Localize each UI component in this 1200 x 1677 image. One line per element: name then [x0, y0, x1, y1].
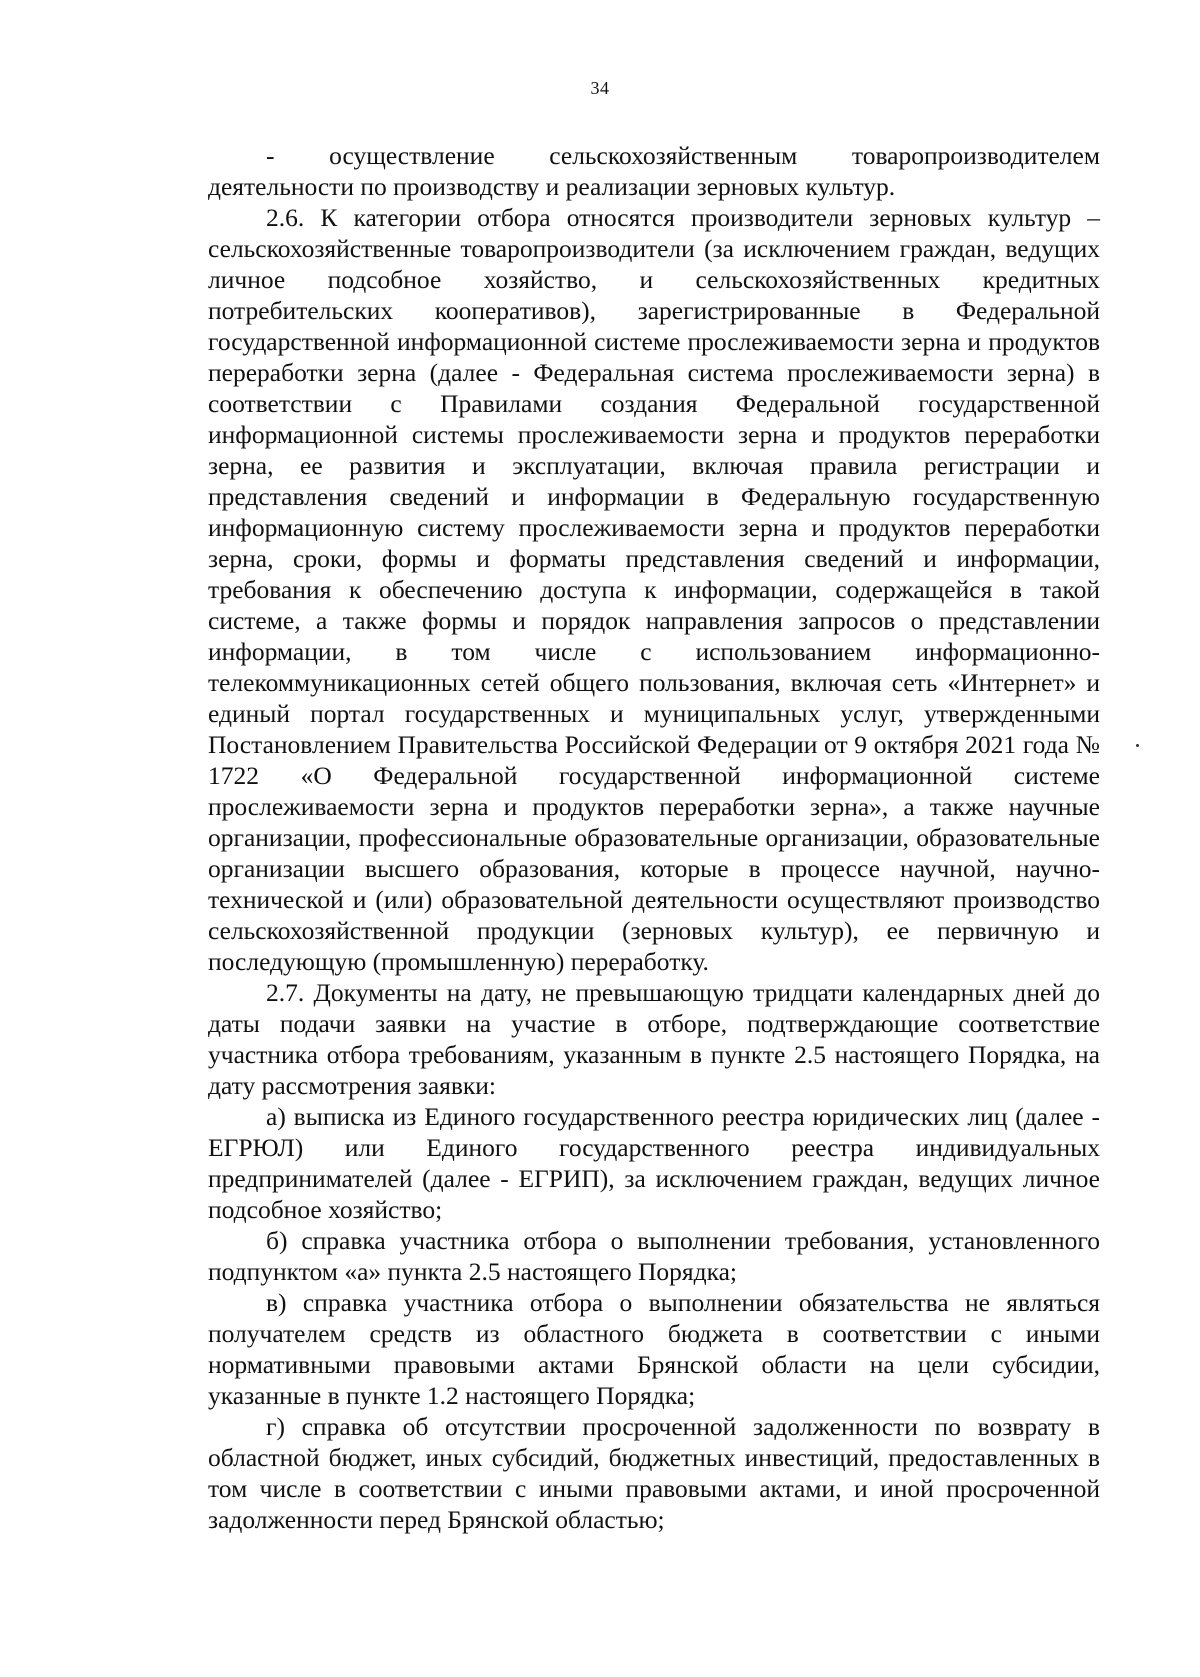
list-item-v: в) справка участника отбора о выполнении обязательства не являться получателем средств из областного бюджета в соответствии с иными нормативными правовыми актами Брянской области на цели субсидии, указанные в пункте 1.2 настоящего Порядка; — [208, 1288, 1100, 1410]
intro-first-line: - осуществление сельскохозяйственным товаропроизводителем — [266, 141, 1100, 170]
intro-rest: деятельности по производству и реализации зерновых культур. — [208, 172, 896, 201]
intro-paragraph — [208, 140, 1100, 202]
paragraph-2-7: 2.7. Документы на дату, не превышающую тридцати календарных дней до даты подачи заявки на участие в отборе, подтверждающие соответствие участника отбора требованиям, указанным в пункте 2.5 настоящего Порядка, на дату рассмотрения заявки: — [208, 978, 1100, 1100]
list-item-g: г) справка об отсутствии просроченной задолженности по возврату в областной бюджет, иных субсидий, бюджетных инвестиций, предоставленных в том числе в соответствии с иными правовыми актами, и иной просроченной задолженности перед Брянской областью; — [208, 1412, 1100, 1534]
scan-dot — [1136, 744, 1139, 747]
list-item-a: а) выписка из Единого государственного реестра юридических лиц (далее - ЕГРЮЛ) или Единого государственного реестра индивидуальных предпринимателей (далее - ЕГРИП), за исключением граждан, ведущих личное подсобное хозяйство; — [208, 1102, 1100, 1224]
list-item-b: б) справка участника отбора о выполнении требования, установленного подпунктом «а» пункта 2.5 настоящего Порядка; — [208, 1226, 1100, 1286]
paragraph-2-6: 2.6. К категории отбора относятся производители зерновых культур – сельскохозяйственные товаропроизводители (за исключением граждан, ведущих личное подсобное хозяйство, и сельскохозяйственных кредитных потребительских кооперативов), зарегистрированные в Федеральной государственной информационной системе прослеживаемости зерна и продуктов переработки зерна (далее - Федеральная система прослеживаемости зерна) в соответствии с Правилами создания Федеральной государственной информационной системы прослеживаемости зерна и продуктов переработки зерна, ее развития и эксплуатации, включая правила регистрации и представления сведений и информации в Федеральную государственную информационную систему прослеживаемости зерна и продуктов переработки зерна, сроки, формы и форматы представления сведений и информации, требования к обеспечению доступа к информации, содержащейся в такой системе, а также формы и порядок направления запросов о представлении информации, в том числе с использованием информационно-телекоммуникационных сетей общего пользования, включая сеть «Интернет» и единый портал государственных и муниципальных услуг, утвержденными Постановлением Правительства Российской Федерации от 9 октября 2021 года № 1722 «О Федеральной государственной информационной системе прослеживаемости зерна и продуктов переработки зерна», а также научные организации, профессиональные образовательные организации, образовательные организации высшего образования, которые в процессе научной, научно-технической и (или) образовательной деятельности осуществляют производство сельскохозяйственной продукции (зерновых культур), ее первичную и последующую (промышленную) переработку. — [208, 203, 1100, 976]
document-body — [208, 140, 1100, 1535]
page-number: 34 — [590, 78, 610, 98]
